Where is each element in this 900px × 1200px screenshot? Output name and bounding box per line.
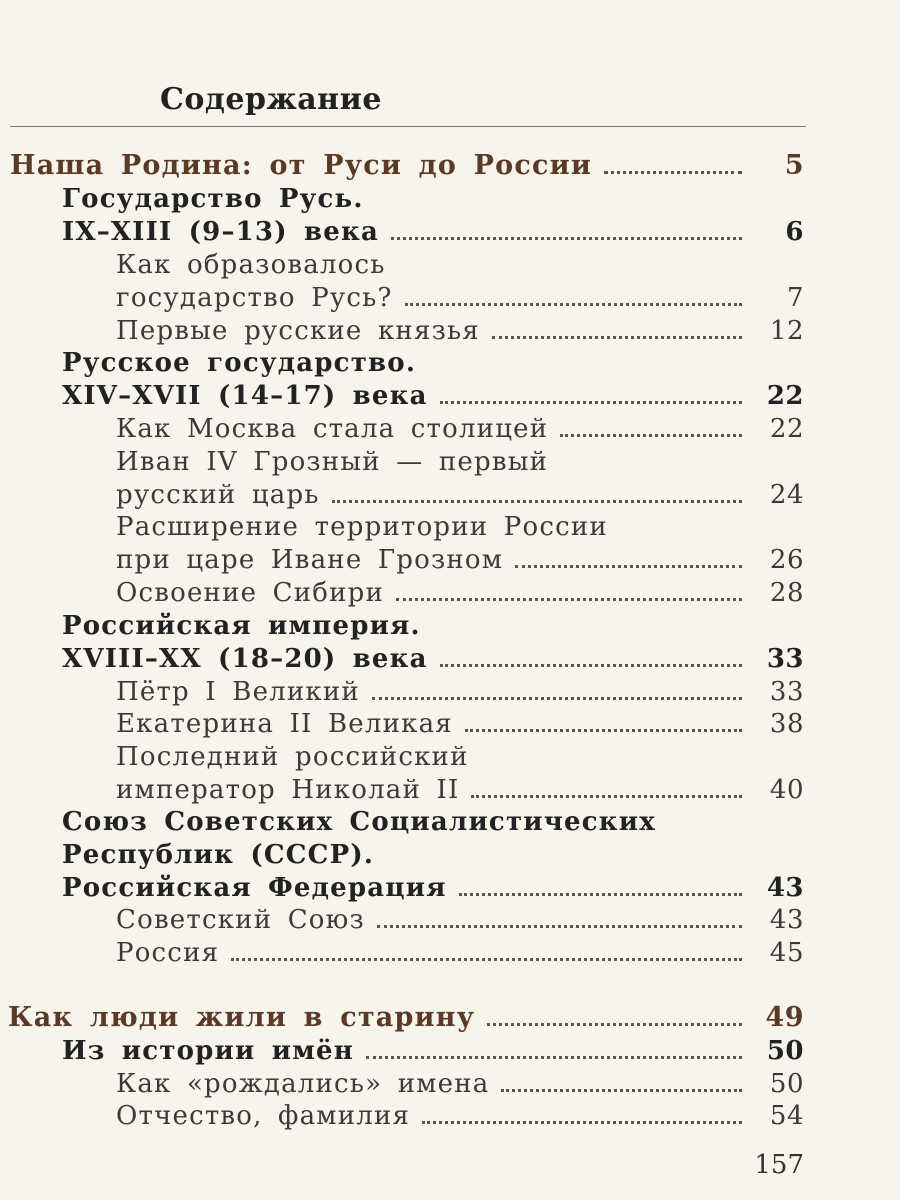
toc-entry	[62, 1035, 804, 1067]
toc-entry-text: Отчество, фамилия	[116, 1101, 411, 1131]
dot-leader	[465, 720, 742, 732]
toc-entry	[116, 937, 804, 969]
toc-entry-text: Последний российский	[116, 742, 469, 772]
toc-entry-page: 38	[769, 709, 804, 739]
toc-entry	[116, 741, 804, 773]
toc-entry	[116, 676, 804, 708]
toc-entry	[116, 1068, 804, 1100]
toc-entry-page: 12	[769, 316, 804, 346]
toc-entry-text: Русское государство.	[62, 348, 417, 378]
toc-entry-page: 22	[766, 381, 804, 411]
toc-entry-page: 28	[769, 578, 804, 608]
toc-entry-page: 54	[769, 1101, 804, 1131]
toc-entry-text: Советский Союз	[116, 905, 365, 935]
toc-entry-text: XVIII–XX (18–20) века	[62, 644, 428, 674]
toc-entry-page: 22	[769, 414, 804, 444]
dot-leader	[604, 162, 742, 174]
toc-entry	[116, 577, 804, 609]
dot-leader	[471, 786, 742, 798]
toc-entry-text: при царе Иване Грозном	[116, 545, 504, 575]
toc-entry-text: IX–XIII (9–13) века	[62, 217, 380, 247]
toc-entry	[62, 183, 804, 215]
toc-entry-text: Иван IV Грозный — первый	[116, 447, 549, 477]
toc-entry-page: 24	[769, 480, 804, 510]
toc-entry	[62, 806, 804, 838]
toc-entry	[116, 544, 804, 576]
toc-entry-text: Как «рождались» имена	[116, 1069, 490, 1099]
toc-entry	[116, 708, 804, 740]
dot-leader	[459, 884, 742, 896]
toc-entry-text: Как люди жили в старину	[8, 1002, 476, 1033]
dot-leader	[440, 655, 742, 667]
toc-entry-text: Союз Советских Социалистических	[62, 807, 656, 837]
toc-entry	[8, 1002, 804, 1034]
toc-entry-text: русский царь	[116, 480, 320, 510]
toc-entry	[62, 216, 804, 248]
toc-entry-page: 40	[769, 775, 804, 805]
toc-entry-text: Екатерина II Великая	[116, 709, 453, 739]
toc-entry-page: 5	[784, 150, 804, 181]
toc-entry	[116, 446, 804, 478]
toc-entry	[116, 249, 804, 281]
toc-entry	[116, 511, 804, 543]
toc-entry	[116, 1100, 804, 1132]
dot-leader	[560, 425, 742, 437]
dot-leader	[396, 589, 742, 601]
dot-leader	[391, 228, 742, 240]
toc-entry-text: Россия	[116, 938, 220, 968]
toc-entry	[116, 413, 804, 445]
page-title: Содержание	[160, 82, 382, 117]
toc-entry	[116, 315, 804, 347]
dot-leader	[440, 392, 742, 404]
dot-leader	[372, 688, 742, 700]
toc-entry	[62, 347, 804, 379]
toc-entry-text: Как образовалось	[116, 250, 386, 280]
dot-leader	[515, 556, 742, 568]
toc-entry	[62, 643, 804, 675]
toc-entry-text: Расширение территории России	[116, 512, 608, 542]
toc-entry-text: Первые русские князья	[116, 316, 480, 346]
toc-entry-text: Пётр I Великий	[116, 677, 360, 707]
toc-entry	[116, 479, 804, 511]
toc-entry-text: Республик (СССР).	[62, 840, 375, 870]
toc-entry-text: Из истории имён	[62, 1036, 355, 1066]
dot-leader	[332, 491, 742, 503]
dot-leader	[377, 916, 742, 928]
toc-entry-text: Освоение Сибири	[116, 578, 385, 608]
toc-entry-text: Российская империя.	[62, 611, 421, 641]
toc-entry-text: XIV–XVII (14–17) века	[62, 381, 428, 411]
dot-leader	[501, 1080, 742, 1092]
toc-entry	[116, 904, 804, 936]
toc-entry-page: 45	[769, 938, 804, 968]
toc-entry-page: 33	[766, 644, 804, 674]
toc-entry-page: 43	[766, 873, 804, 903]
dot-leader	[366, 1047, 742, 1059]
toc-entry-page: 50	[769, 1069, 804, 1099]
toc-entry-page: 33	[769, 677, 804, 707]
toc-entry-page: 50	[766, 1036, 804, 1066]
toc-entry	[62, 839, 804, 871]
toc-entry	[62, 872, 804, 904]
toc-entry-page: 43	[769, 905, 804, 935]
toc-entry	[116, 774, 804, 806]
toc-entry-text: Наша Родина: от Руси до России	[10, 150, 593, 181]
dot-leader	[492, 327, 742, 339]
toc-entry-text: Как Москва стала столицей	[116, 414, 549, 444]
toc-entry-page: 26	[769, 545, 804, 575]
toc-entry	[62, 380, 804, 412]
toc-entry	[10, 150, 804, 182]
dot-leader	[487, 1014, 742, 1026]
toc-entry-text: император Николай II	[116, 775, 460, 805]
dot-leader	[231, 949, 742, 961]
page-number: 157	[754, 1150, 804, 1180]
toc-entry	[62, 610, 804, 642]
toc-entry-text: Государство Русь.	[62, 184, 364, 214]
toc-entry-text: государство Русь?	[116, 283, 393, 313]
toc-entry-text: Российская Федерация	[62, 873, 447, 903]
toc-entry-page: 49	[765, 1002, 804, 1033]
toc-entry	[116, 282, 804, 314]
toc-entry-page: 7	[786, 283, 804, 313]
toc-entry-page: 6	[785, 217, 804, 247]
dot-leader	[405, 294, 742, 306]
dot-leader	[422, 1112, 742, 1124]
